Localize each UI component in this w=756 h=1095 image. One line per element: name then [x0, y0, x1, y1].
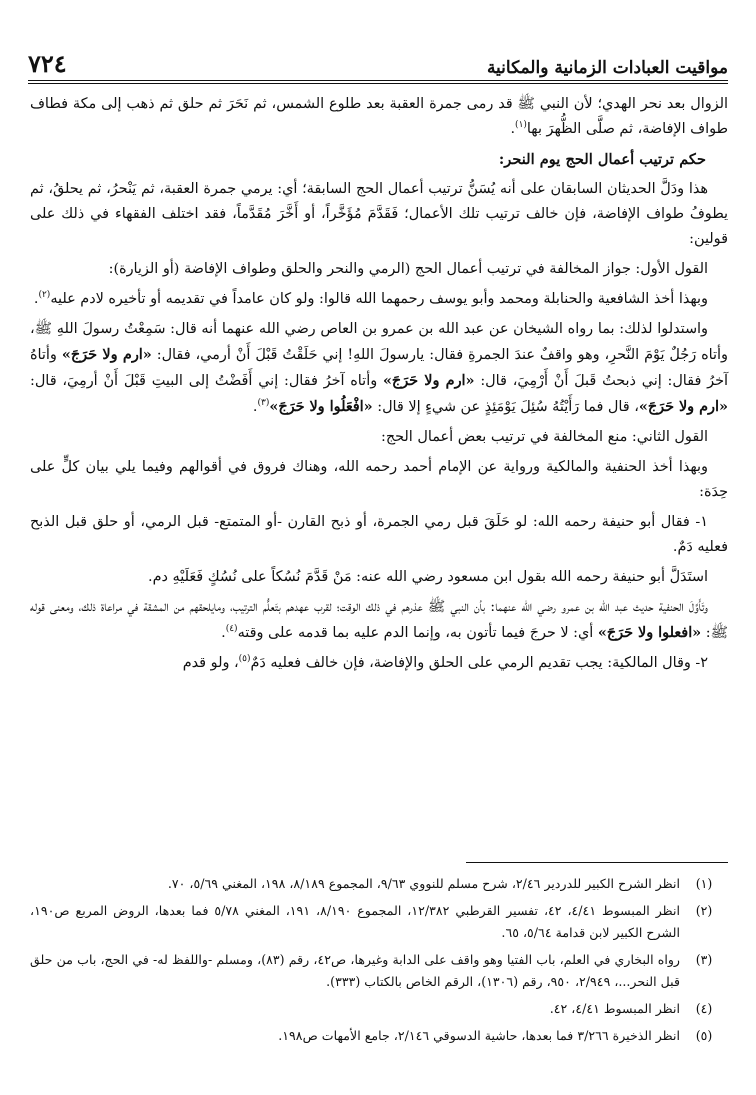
paragraph: الزوال بعد نحر الهدي؛ لأن النبي ﷺ قد رمى جمرة العقبة بعد طلوع الشمس، ثم نَحَرَ ثم حلق ثم ذهب إلى مكة فطاف طواف الإفاضة، ثم صلَّى الظُّهرَ بها$^{(١)}$. [30, 96, 728, 137]
footnote-ref[interactable]: (٣) [257, 398, 270, 409]
paragraph: هذا ودَلَّ الحديثان السابقان على أنه يُسَنُّ ترتيب أعمال الحج السابقة؛ أي: يرمي جمرة العقبة، ثم يَنْحرُ، ثم يحلقُ، ثم يطوفُ طواف الإفاضة، فإن خالف ترتيب تلك الأعمال؛ فَقَدَّمَ مُؤَخَّراً، أو أَخَّرَ مُقَدَّماً، فقد اختلف الفقهاء في ذلك على قولين: [30, 181, 728, 247]
footnote-ref[interactable]: (٢) [38, 290, 51, 301]
footnote-text: انظر المبسوط ٤/٤١، ٤٢، تفسير القرطبي ١٢/٣٨٢، المجموع ٨/١٩٠، ١٩١، المغني ٥/٧٨ فما بعدها، الروض المربع ص١٩٠، الشرح الكبير لابن قدامة ٥/٦٤، ٦٥. [30, 903, 680, 940]
footnote [30, 900, 728, 944]
footnote [30, 873, 728, 895]
paragraph: وتَأَوَّلَ الحنفية حديث عبد الله بن عمرو رضي الله عنهما: بأن النبي ﷺ عذرهم في ذلك الوقت؛ لقرب عهدهم بتَعلُّم الترتيب، ومايلحقهم من المشقة في مراعاة ذلك، ومعنى قوله ﷺ: «افعلوا ولا حَرَجَ» أي: لا حرجَ فيما تأتون به، وإنما الدم عليه بما قدمه على وقته$^{(٤)}$. [30, 599, 728, 641]
footnote-number: (٥) [695, 1028, 713, 1043]
section-heading: حكم ترتيب أعمال الحج يوم النحر: [498, 151, 706, 168]
running-title: مواقيت العبادات الزمانية والمكانية [486, 58, 728, 78]
paragraph: ٢- وقال المالكية: يجب تقديم الرمي على الحلق والإفاضة، فإن خالف فعليه دَمٌ$^{(٥)}$، ولو قدم [182, 654, 708, 671]
footnote [30, 949, 728, 993]
running-header [28, 44, 728, 78]
footnote-text: انظر المبسوط ٤/٤١، ٤٢. [549, 1001, 680, 1016]
paragraph: وبهذا أخذ الشافعية والحنابلة ومحمد وأبو يوسف رحمهما الله قالوا: ولو كان عامداً في تقديمه أو تأخيره لادم عليه$^{(٢)}$. [33, 290, 708, 307]
footnote [30, 998, 728, 1020]
page-number: ٧٢٤ [28, 49, 67, 78]
footnote-separator [466, 862, 728, 863]
footnote-text: رواه البخاري في العلم، باب الفتيا وهو واقف على الدابة وغيرها، ص٤٢، رقم (٨٣)، ومسلم -واللفظ له- في الحج، باب من حلق قبل النحر...، ٢/٩٤٩، ٩٥٠، رقم (١٣٠٦)، الرقم الخاص بالكتاب (٣٣٣). [30, 952, 681, 989]
hadith-quote: «ارم ولا حَرَجَ» [638, 398, 728, 415]
footnote-number: (٣) [695, 952, 713, 967]
paragraph: ١- فقال أبو حنيفة رحمه الله: لو حَلَقَ قبل رمي الجمرة، أو ذبح القارن -أو المتمتع- قبل الرمي، أو حلق قبل الذبح فعليه دَمٌ. [30, 514, 728, 555]
paragraph: القول الأول: جواز المخالفة في ترتيب أعمال الحج (الرمي والنحر والحلق وطواف الإفاضة (أو الزيارة): [108, 261, 708, 277]
footnote-ref[interactable]: (٥) [238, 654, 251, 665]
hadith-quote: «افعلوا ولا حَرَجَ» [597, 624, 702, 641]
paragraph: وبهذا أخذ الحنفية والمالكية ورواية عن الإمام أحمد رحمه الله، وهناك فروق في أقوالهم وفيما يلي بيان كلٍّ على حِدَة: [30, 459, 728, 500]
footnote [30, 1025, 728, 1047]
footnote-text: انظر الذخيرة ٣/٢٦٦ فما بعدها، حاشية الدسوقي ٢/١٤٦، جامع الأمهات ص١٩٨. [278, 1028, 680, 1043]
paragraph: القول الثاني: منع المخالفة في ترتيب بعض أعمال الحج: [380, 429, 708, 445]
paragraph: استَدَلَّ أبو حنيفة رحمه الله بقول ابن مسعود رضي الله عنه: مَنْ قَدَّمَ نُسُكاً على نُسُكٍ فَعَلَيْهِ دم. [148, 569, 708, 585]
hadith-quote: «ارم ولا حَرَجَ» [382, 372, 475, 389]
footnote-number: (٤) [695, 1001, 713, 1016]
footnote-number: (٢) [695, 903, 713, 918]
footnote-ref[interactable]: (١) [515, 120, 527, 131]
footnote-text: انظر الشرح الكبير للدردير ٢/٤٦، شرح مسلم للنووي ٩/٦٣، المجموع ٨/١٨٩، ١٩٨، المغني ٥/٦٩، ٧٠. [167, 876, 680, 891]
hadith-quote: «ارم ولا حَرَجَ» [61, 346, 152, 363]
footnote-number: (١) [695, 876, 713, 891]
footnotes [30, 873, 728, 1052]
footnote-ref[interactable]: (٤) [225, 624, 238, 635]
hadith-quote: «افْعَلُوا ولا حَرَجَ» [269, 398, 373, 415]
header-rule [28, 80, 728, 84]
paragraph: واستدلوا لذلك: بما رواه الشيخان عن عبد الله بن عمرو بن العاص رضي الله عنهما أنه قال: سَمِعْتُ رسولَ اللهِ ﷺ، وأتاه رَجُلٌ يَوْمَ النَّحرِ، وهو واقفٌ عندَ الجمرةِ فقال: يارسولَ اللهِ! إني حَلَقْتُ قَبْلَ أَنْ أرمي، فقال: «ارم ولا حَرَجَ» وأتاهُ آخرُ فقال: إني ذبحتُ قَبلَ أَنْ أَرْمِيَ، قال: «ارم ولا حَرَجَ» وأتاه آخرُ فقال: إني أَفَضْتُ إلى البيتِ قَبْلَ أَنْ أرمِيَ، قال: «ارم ولا حَرَجَ»، قال فما رَأَيْتُهُ سُئِلَ يَوْمَئِذٍ عن شيءٍ إلا قال: «افْعَلُوا ولا حَرَجَ»$^{(٣)}$. [30, 321, 728, 415]
main-text [30, 92, 728, 681]
